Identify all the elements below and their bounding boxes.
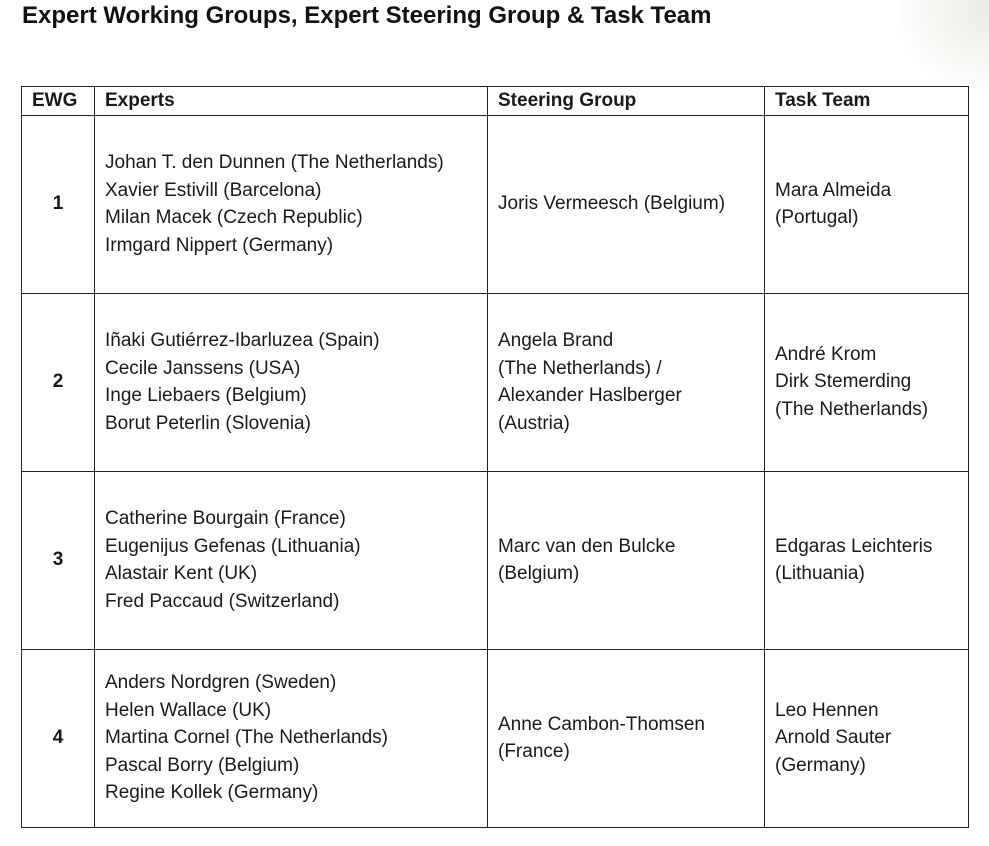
task-team-line: (Germany) bbox=[775, 754, 866, 776]
task-team-line: (Portugal) bbox=[775, 207, 859, 228]
expert-name: Catherine Bourgain (France) bbox=[105, 508, 346, 529]
expert-name: Fred Paccaud (Switzerland) bbox=[105, 590, 340, 612]
ewg-number: 2 bbox=[22, 293, 95, 471]
expert-name: Anders Nordgren (Sweden) bbox=[105, 672, 337, 694]
expert-name: Irmgard Nippert (Germany) bbox=[105, 234, 334, 256]
expert-name: Cecile Janssens (USA) bbox=[105, 357, 301, 379]
table-row bbox=[22, 471, 969, 649]
steering-line: (The Netherlands) / bbox=[498, 357, 662, 379]
task-team-line: Dirk Stemerding bbox=[775, 371, 912, 393]
expert-name: Helen Wallace (UK) bbox=[105, 699, 272, 721]
task-team-cell bbox=[765, 471, 969, 649]
expert-name: Johan T. den Dunnen (The Netherlands) bbox=[105, 152, 444, 173]
task-team-cell bbox=[765, 649, 969, 827]
steering-cell bbox=[488, 649, 765, 827]
ewg-table bbox=[21, 86, 969, 828]
expert-name: Eugenijus Gefenas (Lithuania) bbox=[105, 535, 361, 557]
expert-name: Regine Kollek (Germany) bbox=[105, 782, 319, 804]
experts-cell bbox=[95, 471, 488, 649]
task-team-line: Mara Almeida bbox=[775, 179, 892, 201]
expert-name: Pascal Borry (Belgium) bbox=[105, 754, 300, 776]
expert-name: Alastair Kent (UK) bbox=[105, 563, 258, 584]
task-team-line: Edgaras Leichteris bbox=[775, 535, 933, 557]
header-ewg: EWG bbox=[22, 87, 95, 116]
task-team-line: Leo Hennen bbox=[775, 699, 879, 721]
steering-cell bbox=[488, 293, 765, 471]
steering-line: (Austria) bbox=[498, 412, 570, 434]
steering-line: (France) bbox=[498, 741, 570, 762]
task-team-cell bbox=[765, 115, 969, 293]
page-title: Expert Working Groups, Expert Steering Group & Task Team bbox=[22, 2, 712, 29]
expert-name: Martina Cornel (The Netherlands) bbox=[105, 727, 389, 749]
header-task-team: Task Team bbox=[765, 87, 969, 116]
expert-name: Borut Peterlin (Slovenia) bbox=[105, 412, 311, 434]
expert-name: Iñaki Gutiérrez-Ibarluzea (Spain) bbox=[105, 330, 380, 351]
header-experts: Experts bbox=[95, 87, 488, 116]
steering-line: Alexander Haslberger bbox=[498, 385, 682, 406]
ewg-number: 4 bbox=[22, 649, 95, 827]
task-team-cell bbox=[765, 293, 969, 471]
steering-line: Marc van den Bulcke bbox=[498, 535, 676, 557]
steering-line: Joris Vermeesch (Belgium) bbox=[498, 193, 726, 215]
table-row bbox=[22, 649, 969, 827]
table-row bbox=[22, 115, 969, 293]
expert-name: Xavier Estivill (Barcelona) bbox=[105, 179, 322, 201]
steering-line: Angela Brand bbox=[498, 330, 614, 351]
steering-line: (Belgium) bbox=[498, 563, 580, 584]
experts-cell bbox=[95, 293, 488, 471]
header-steering-group: Steering Group bbox=[488, 87, 765, 116]
experts-cell bbox=[95, 115, 488, 293]
steering-cell bbox=[488, 115, 765, 293]
experts-cell bbox=[95, 649, 488, 827]
ewg-number: 3 bbox=[22, 471, 95, 649]
ewg-number: 1 bbox=[22, 115, 95, 293]
table-row bbox=[22, 293, 969, 471]
task-team-line: Arnold Sauter bbox=[775, 727, 892, 749]
corner-shading bbox=[899, 0, 989, 90]
steering-cell bbox=[488, 471, 765, 649]
expert-name: Inge Liebaers (Belgium) bbox=[105, 385, 307, 406]
task-team-line: (The Netherlands) bbox=[775, 398, 929, 420]
task-team-line: (Lithuania) bbox=[775, 563, 865, 584]
header-row bbox=[22, 87, 969, 116]
task-team-line: André Krom bbox=[775, 343, 877, 365]
expert-name: Milan Macek (Czech Republic) bbox=[105, 207, 363, 228]
steering-line: Anne Cambon-Thomsen bbox=[498, 713, 705, 735]
